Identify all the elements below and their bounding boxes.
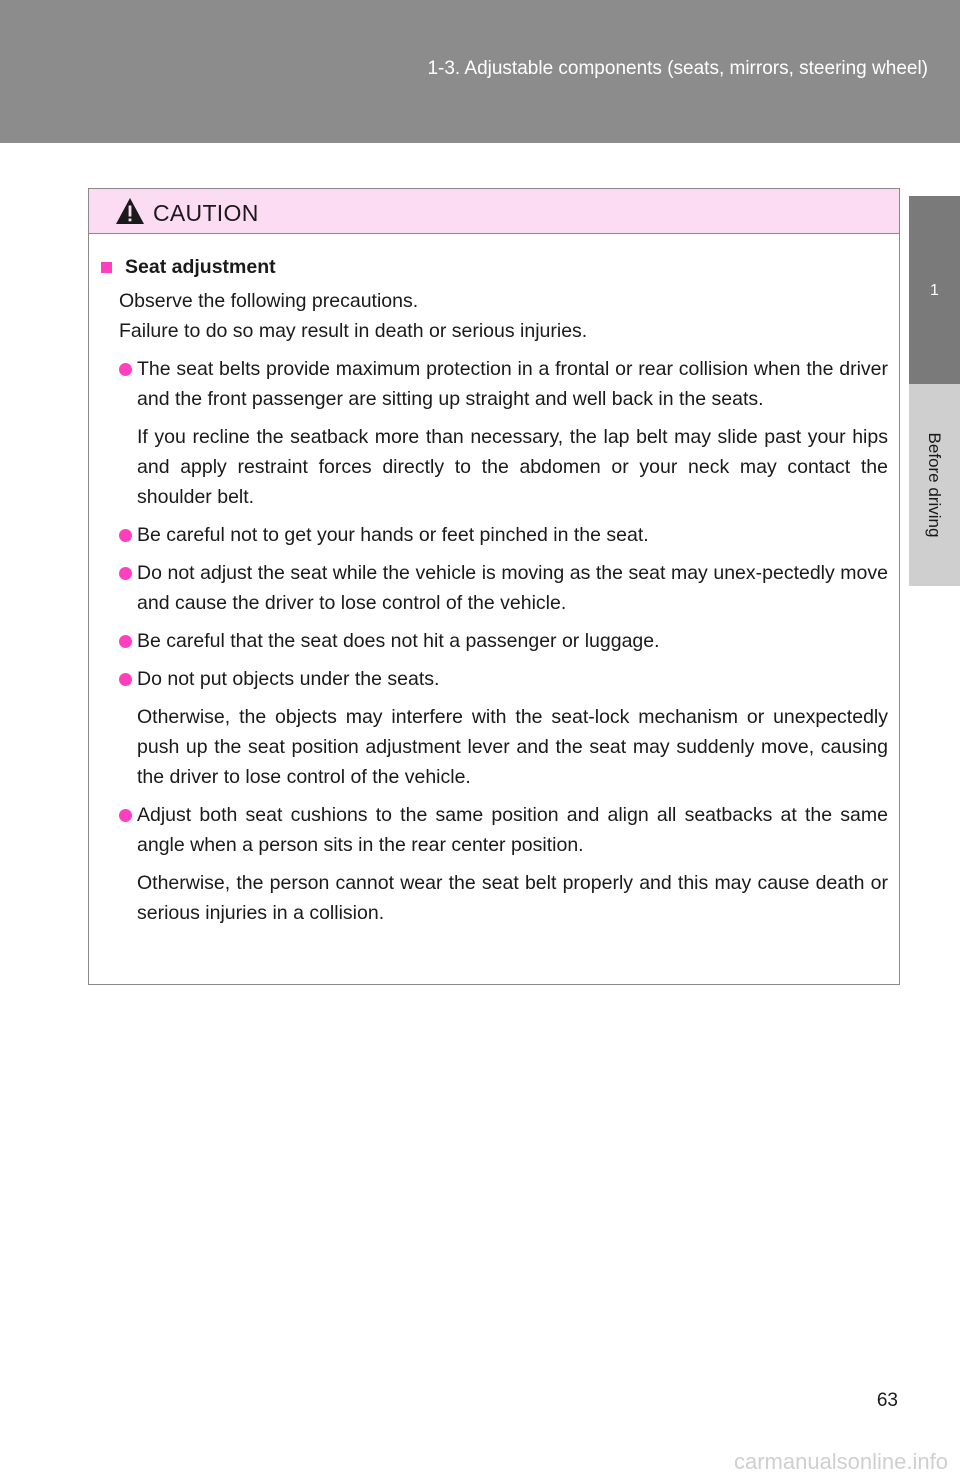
round-bullet-icon (119, 809, 132, 822)
precaution-text: The seat belts provide maximum protection in a frontal or rear collision when the driver and the front passenger are sitting up straight and well back in the seats. (137, 358, 888, 410)
precaution-item (99, 800, 888, 928)
section-title: 1-3. Adjustable components (seats, mirrors, steering wheel) (427, 58, 928, 79)
caution-body (89, 234, 899, 928)
round-bullet-icon (119, 363, 132, 376)
chapter-number: 1 (930, 282, 939, 299)
round-bullet-icon (119, 635, 132, 648)
precaution-text: Do not adjust the seat while the vehicle is moving as the seat may unex-pectedly move and cause the driver to lose control of the vehicle. (137, 562, 888, 614)
page-number: 63 (876, 1390, 898, 1411)
header-band (0, 0, 960, 143)
intro-text (99, 286, 888, 346)
warning-triangle-icon (115, 197, 145, 225)
precaution-item (99, 626, 888, 656)
round-bullet-icon (119, 567, 132, 580)
intro-line: Observe the following precautions. (119, 290, 419, 312)
precaution-item (99, 558, 888, 618)
precaution-item (99, 520, 888, 550)
round-bullet-icon (119, 673, 132, 686)
precaution-item (99, 354, 888, 512)
watermark: carmanualsonline.info (733, 1449, 948, 1474)
round-bullet-icon (119, 529, 132, 542)
precaution-note: Otherwise, the person cannot wear the seat belt properly and this may cause death or serious injuries in a collision. (137, 872, 888, 924)
precaution-text: Be careful not to get your hands or feet pinched in the seat. (137, 524, 649, 546)
precaution-note: Otherwise, the objects may interfere with the seat-lock mechanism or unexpectedly push up the seat position adjustment lever and the seat may suddenly move, causing the driver to lose control of the vehicle. (137, 706, 888, 788)
chapter-label: Before driving (925, 432, 944, 538)
square-bullet-icon (101, 262, 112, 273)
precaution-text: Adjust both seat cushions to the same position and align all seatbacks at the same angle when a person sits in the rear center position. (137, 804, 888, 856)
caution-title: CAUTION (153, 200, 259, 226)
section-heading (99, 252, 888, 282)
intro-line: Failure to do so may result in death or serious injuries. (119, 320, 588, 342)
precaution-item (99, 664, 888, 792)
precaution-text: Be careful that the seat does not hit a passenger or luggage. (137, 630, 660, 652)
caution-box (88, 188, 900, 985)
caution-header (89, 189, 899, 234)
section-heading-text: Seat adjustment (125, 256, 276, 278)
precaution-text: Do not put objects under the seats. (137, 668, 440, 690)
precaution-note: If you recline the seatback more than necessary, the lap belt may slide past your hips and apply restraint forces directly to the abdomen or your neck may contact the shoulder belt. (137, 426, 888, 508)
